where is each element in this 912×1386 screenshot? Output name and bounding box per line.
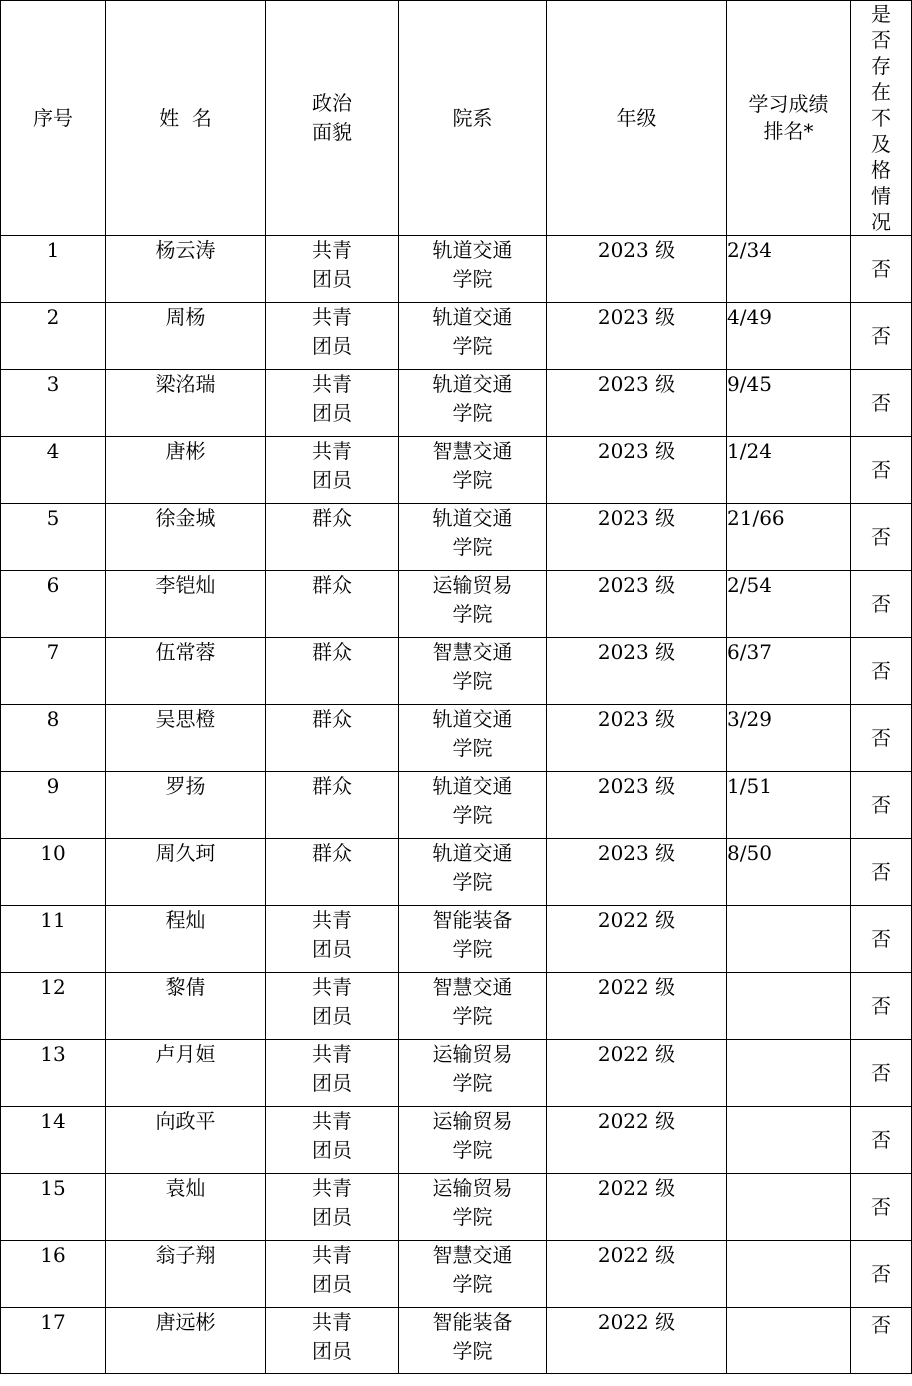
cell-failed: 否 bbox=[851, 236, 912, 303]
cell-political-line: 团员 bbox=[312, 937, 352, 961]
cell-department bbox=[399, 973, 547, 1040]
cell-department bbox=[399, 906, 547, 973]
cell-grade: 2023 级 bbox=[547, 504, 727, 571]
cell-political bbox=[266, 973, 399, 1040]
cell-department-line: 学院 bbox=[452, 1272, 493, 1296]
cell-department bbox=[399, 772, 547, 839]
cell-political-line: 团员 bbox=[312, 401, 352, 425]
cell-political-line: 团员 bbox=[312, 334, 352, 358]
cell-failed: 否 bbox=[851, 571, 912, 638]
cell-index: 14 bbox=[1, 1107, 106, 1174]
cell-rank bbox=[727, 1241, 851, 1308]
cell-index: 13 bbox=[1, 1040, 106, 1107]
cell-department bbox=[399, 1040, 547, 1107]
table-row bbox=[1, 1107, 912, 1174]
cell-political-line: 团员 bbox=[312, 1138, 352, 1162]
cell-failed: 否 bbox=[851, 906, 912, 973]
cell-political-line: 群众 bbox=[312, 573, 352, 597]
cell-failed: 否 bbox=[851, 1040, 912, 1107]
cell-index: 15 bbox=[1, 1174, 106, 1241]
cell-index: 12 bbox=[1, 973, 106, 1040]
cell-department-line: 学院 bbox=[452, 1071, 493, 1095]
cell-department bbox=[399, 236, 547, 303]
cell-political bbox=[266, 236, 399, 303]
cell-department bbox=[399, 1107, 547, 1174]
cell-name: 唐彬 bbox=[106, 437, 266, 504]
cell-rank: 3/29 bbox=[727, 705, 851, 772]
cell-political-line: 共青 bbox=[312, 238, 352, 262]
cell-rank: 9/45 bbox=[727, 370, 851, 437]
cell-political-line: 团员 bbox=[312, 1205, 352, 1229]
header-department: 院系 bbox=[399, 1, 547, 236]
cell-political-line: 共青 bbox=[312, 1042, 352, 1066]
cell-department bbox=[399, 504, 547, 571]
cell-index: 9 bbox=[1, 772, 106, 839]
cell-political-line: 团员 bbox=[312, 1071, 352, 1095]
cell-index: 1 bbox=[1, 236, 106, 303]
header-failed-char: 况 bbox=[871, 210, 891, 234]
cell-index: 10 bbox=[1, 839, 106, 906]
cell-department-line: 轨道交通 bbox=[432, 841, 513, 865]
cell-index: 17 bbox=[1, 1308, 106, 1374]
table-row bbox=[1, 1040, 912, 1107]
cell-name: 程灿 bbox=[106, 906, 266, 973]
cell-failed: 否 bbox=[851, 370, 912, 437]
cell-failed: 否 bbox=[851, 504, 912, 571]
cell-political-line: 共青 bbox=[312, 372, 352, 396]
header-failed-char: 不 bbox=[871, 106, 891, 130]
cell-rank: 1/51 bbox=[727, 772, 851, 839]
header-index: 序号 bbox=[1, 1, 106, 236]
cell-political bbox=[266, 638, 399, 705]
header-political-line: 面貌 bbox=[312, 120, 352, 144]
cell-department-line: 学院 bbox=[452, 267, 493, 291]
cell-department bbox=[399, 303, 547, 370]
cell-name: 周杨 bbox=[106, 303, 266, 370]
cell-political bbox=[266, 705, 399, 772]
cell-grade: 2022 级 bbox=[547, 906, 727, 973]
cell-grade: 2023 级 bbox=[547, 370, 727, 437]
table-row bbox=[1, 1308, 912, 1374]
cell-department-line: 学院 bbox=[452, 535, 493, 559]
table-row bbox=[1, 303, 912, 370]
cell-political-line: 团员 bbox=[312, 1339, 352, 1363]
cell-name: 卢月姮 bbox=[106, 1040, 266, 1107]
cell-department-line: 智能装备 bbox=[432, 1310, 513, 1334]
cell-department-line: 运输贸易 bbox=[432, 1109, 513, 1133]
cell-department-line: 学院 bbox=[452, 1004, 493, 1028]
cell-department bbox=[399, 571, 547, 638]
cell-failed: 否 bbox=[851, 1174, 912, 1241]
cell-department bbox=[399, 1241, 547, 1308]
cell-department-line: 智慧交通 bbox=[432, 640, 513, 664]
cell-index: 7 bbox=[1, 638, 106, 705]
header-political bbox=[266, 1, 399, 236]
cell-department-line: 学院 bbox=[452, 937, 493, 961]
cell-failed: 否 bbox=[851, 437, 912, 504]
cell-department bbox=[399, 1308, 547, 1374]
cell-failed: 否 bbox=[851, 303, 912, 370]
cell-index: 11 bbox=[1, 906, 106, 973]
cell-grade: 2023 级 bbox=[547, 705, 727, 772]
cell-index: 5 bbox=[1, 504, 106, 571]
cell-grade: 2022 级 bbox=[547, 973, 727, 1040]
table-row bbox=[1, 571, 912, 638]
cell-name: 伍常蓉 bbox=[106, 638, 266, 705]
cell-index: 3 bbox=[1, 370, 106, 437]
cell-rank: 6/37 bbox=[727, 638, 851, 705]
cell-department-line: 轨道交通 bbox=[432, 707, 513, 731]
cell-political-line: 团员 bbox=[312, 1272, 352, 1296]
cell-political-line: 共青 bbox=[312, 1176, 352, 1200]
cell-department-line: 智慧交通 bbox=[432, 975, 513, 999]
cell-name: 李铠灿 bbox=[106, 571, 266, 638]
cell-failed: 否 bbox=[851, 973, 912, 1040]
cell-political bbox=[266, 1107, 399, 1174]
cell-political-line: 共青 bbox=[312, 305, 352, 329]
cell-political bbox=[266, 303, 399, 370]
cell-name: 周久珂 bbox=[106, 839, 266, 906]
table-row bbox=[1, 437, 912, 504]
cell-rank bbox=[727, 1308, 851, 1374]
table-row bbox=[1, 1174, 912, 1241]
cell-name: 向政平 bbox=[106, 1107, 266, 1174]
cell-failed: 否 bbox=[851, 1107, 912, 1174]
cell-department bbox=[399, 1174, 547, 1241]
cell-department bbox=[399, 638, 547, 705]
cell-political-line: 团员 bbox=[312, 1004, 352, 1028]
cell-political-line: 共青 bbox=[312, 439, 352, 463]
cell-rank bbox=[727, 1040, 851, 1107]
cell-political bbox=[266, 1241, 399, 1308]
cell-index: 4 bbox=[1, 437, 106, 504]
header-failed-char: 存 bbox=[871, 54, 891, 78]
cell-department-line: 运输贸易 bbox=[432, 1176, 513, 1200]
cell-rank: 21/66 bbox=[727, 504, 851, 571]
cell-name: 罗扬 bbox=[106, 772, 266, 839]
cell-grade: 2022 级 bbox=[547, 1107, 727, 1174]
cell-failed: 否 bbox=[851, 1241, 912, 1308]
cell-political-line: 共青 bbox=[312, 1243, 352, 1267]
cell-rank: 2/34 bbox=[727, 236, 851, 303]
cell-rank: 8/50 bbox=[727, 839, 851, 906]
cell-department-line: 运输贸易 bbox=[432, 573, 513, 597]
cell-political bbox=[266, 1174, 399, 1241]
cell-name: 黎倩 bbox=[106, 973, 266, 1040]
cell-grade: 2022 级 bbox=[547, 1174, 727, 1241]
cell-grade: 2023 级 bbox=[547, 571, 727, 638]
cell-department-line: 运输贸易 bbox=[432, 1042, 513, 1066]
cell-rank bbox=[727, 1107, 851, 1174]
cell-political-line: 群众 bbox=[312, 841, 352, 865]
cell-department-line: 学院 bbox=[452, 669, 493, 693]
cell-rank: 1/24 bbox=[727, 437, 851, 504]
cell-political bbox=[266, 839, 399, 906]
cell-department bbox=[399, 839, 547, 906]
cell-political-line: 共青 bbox=[312, 1310, 352, 1334]
header-rank bbox=[727, 1, 851, 236]
cell-index: 6 bbox=[1, 571, 106, 638]
cell-political-line: 群众 bbox=[312, 707, 352, 731]
cell-department-line: 学院 bbox=[452, 334, 493, 358]
cell-department-line: 学院 bbox=[452, 602, 493, 626]
cell-political bbox=[266, 1308, 399, 1374]
table-row bbox=[1, 973, 912, 1040]
cell-department-line: 轨道交通 bbox=[432, 305, 513, 329]
cell-grade: 2023 级 bbox=[547, 236, 727, 303]
cell-grade: 2023 级 bbox=[547, 303, 727, 370]
table-row bbox=[1, 370, 912, 437]
cell-name: 袁灿 bbox=[106, 1174, 266, 1241]
cell-political-line: 群众 bbox=[312, 774, 352, 798]
cell-grade: 2023 级 bbox=[547, 772, 727, 839]
table-row bbox=[1, 705, 912, 772]
cell-department bbox=[399, 370, 547, 437]
cell-name: 杨云涛 bbox=[106, 236, 266, 303]
table-row bbox=[1, 1241, 912, 1308]
cell-failed: 否 bbox=[851, 772, 912, 839]
cell-index: 16 bbox=[1, 1241, 106, 1308]
cell-political-line: 共青 bbox=[312, 975, 352, 999]
header-failed-char: 及 bbox=[871, 132, 891, 156]
table-row bbox=[1, 504, 912, 571]
cell-failed: 否 bbox=[851, 839, 912, 906]
cell-department-line: 学院 bbox=[452, 1138, 493, 1162]
cell-rank bbox=[727, 1174, 851, 1241]
cell-department-line: 学院 bbox=[452, 1205, 493, 1229]
table-row bbox=[1, 772, 912, 839]
cell-grade: 2022 级 bbox=[547, 1040, 727, 1107]
cell-department-line: 轨道交通 bbox=[432, 506, 513, 530]
header-grade: 年级 bbox=[547, 1, 727, 236]
header-failed-char: 格 bbox=[871, 158, 891, 182]
cell-failed: 否 bbox=[851, 638, 912, 705]
cell-grade: 2023 级 bbox=[547, 437, 727, 504]
header-rank-line: 排名* bbox=[763, 119, 814, 143]
cell-department-line: 轨道交通 bbox=[432, 774, 513, 798]
cell-department bbox=[399, 705, 547, 772]
cell-grade: 2023 级 bbox=[547, 839, 727, 906]
cell-department-line: 智能装备 bbox=[432, 908, 513, 932]
cell-political-line: 团员 bbox=[312, 468, 352, 492]
cell-political bbox=[266, 571, 399, 638]
cell-political-line: 团员 bbox=[312, 267, 352, 291]
cell-department-line: 学院 bbox=[452, 803, 493, 827]
cell-political-line: 共青 bbox=[312, 908, 352, 932]
cell-department-line: 学院 bbox=[452, 1339, 493, 1363]
cell-name: 梁洺瑞 bbox=[106, 370, 266, 437]
cell-name: 翁子翔 bbox=[106, 1241, 266, 1308]
cell-name: 徐金城 bbox=[106, 504, 266, 571]
cell-failed: 否 bbox=[851, 705, 912, 772]
cell-failed: 否 bbox=[851, 1308, 912, 1374]
header-failed-char: 是 bbox=[871, 2, 891, 26]
header-failed-char: 在 bbox=[871, 80, 891, 104]
header-row bbox=[1, 1, 912, 236]
cell-political bbox=[266, 437, 399, 504]
table-row bbox=[1, 906, 912, 973]
header-failed bbox=[851, 1, 912, 236]
cell-political bbox=[266, 772, 399, 839]
cell-political bbox=[266, 504, 399, 571]
cell-rank bbox=[727, 906, 851, 973]
cell-department-line: 智慧交通 bbox=[432, 1243, 513, 1267]
header-failed-char: 情 bbox=[871, 184, 891, 208]
cell-department-line: 学院 bbox=[452, 870, 493, 894]
cell-grade: 2022 级 bbox=[547, 1308, 727, 1374]
cell-name: 唐远彬 bbox=[106, 1308, 266, 1374]
cell-department-line: 轨道交通 bbox=[432, 372, 513, 396]
cell-department bbox=[399, 437, 547, 504]
table-body bbox=[1, 236, 912, 1374]
cell-department-line: 轨道交通 bbox=[432, 238, 513, 262]
cell-rank bbox=[727, 973, 851, 1040]
cell-political bbox=[266, 370, 399, 437]
header-name: 姓 名 bbox=[106, 1, 266, 236]
table-row bbox=[1, 839, 912, 906]
cell-department-line: 学院 bbox=[452, 736, 493, 760]
table-row bbox=[1, 638, 912, 705]
cell-index: 2 bbox=[1, 303, 106, 370]
table-header bbox=[1, 1, 912, 236]
cell-political bbox=[266, 1040, 399, 1107]
table-row bbox=[1, 236, 912, 303]
cell-grade: 2022 级 bbox=[547, 1241, 727, 1308]
cell-department-line: 学院 bbox=[452, 468, 493, 492]
header-rank-line: 学习成绩 bbox=[748, 92, 829, 116]
cell-rank: 2/54 bbox=[727, 571, 851, 638]
cell-name: 吴思橙 bbox=[106, 705, 266, 772]
cell-political-line: 群众 bbox=[312, 506, 352, 530]
cell-political-line: 群众 bbox=[312, 640, 352, 664]
cell-political-line: 共青 bbox=[312, 1109, 352, 1133]
cell-department-line: 智慧交通 bbox=[432, 439, 513, 463]
cell-index: 8 bbox=[1, 705, 106, 772]
cell-grade: 2023 级 bbox=[547, 638, 727, 705]
cell-political bbox=[266, 906, 399, 973]
cell-rank: 4/49 bbox=[727, 303, 851, 370]
header-failed-char: 否 bbox=[871, 28, 891, 52]
cell-department-line: 学院 bbox=[452, 401, 493, 425]
header-political-line: 政治 bbox=[312, 91, 352, 115]
